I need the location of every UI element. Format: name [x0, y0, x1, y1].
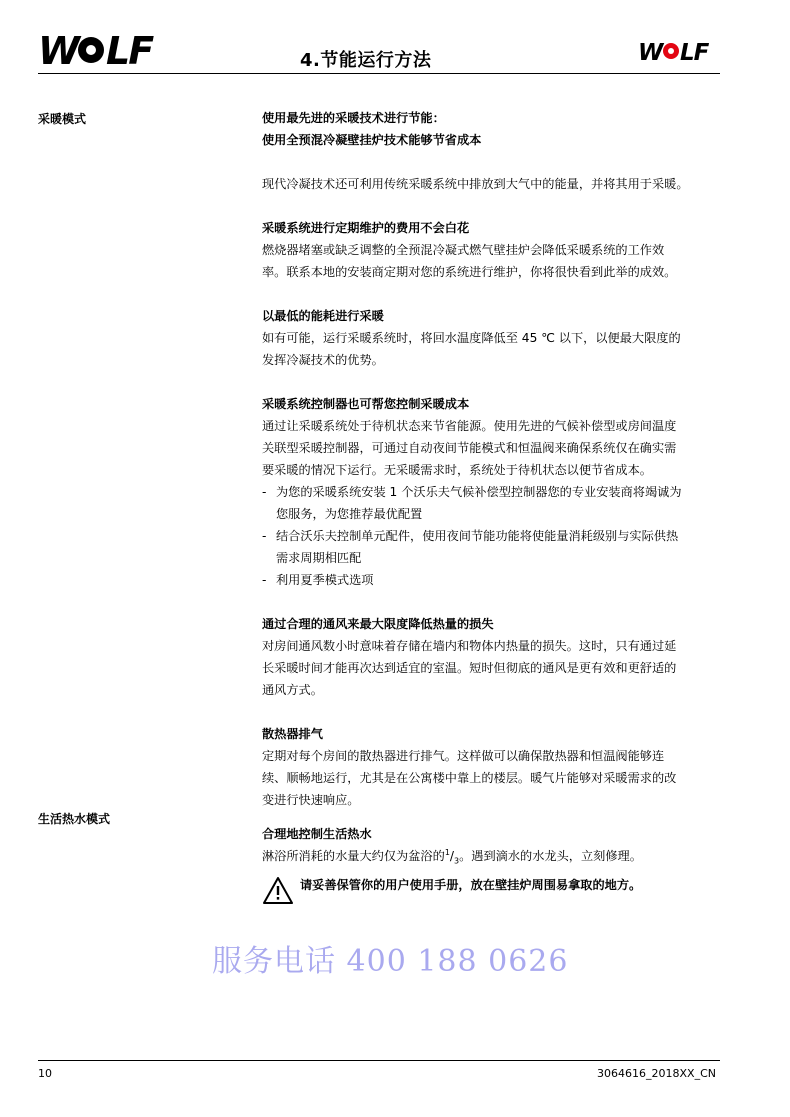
paragraph-line: 通过让采暖系统处于待机状态来节省能源。使用先进的气候补偿型或房间温度: [262, 419, 677, 433]
page-title: 4.节能运行方法: [300, 50, 432, 71]
bullet-dash: -: [262, 529, 267, 543]
bullet-dash: -: [262, 485, 267, 499]
svg-text:LF: LF: [680, 40, 709, 62]
paragraph-line: 如有可能，运行采暖系统时，将回水温度降低至 45 ℃ 以下，以便最大限度的: [262, 331, 681, 345]
footer-divider: [38, 1060, 720, 1061]
paragraph-line: 定期对每个房间的散热器进行排气。这样做可以确保散热器和恒温阀能够连: [262, 749, 665, 763]
list-item: [262, 525, 722, 569]
fraction-denominator: 3: [454, 856, 460, 866]
hot-water-mode-label: 生活热水模式: [38, 812, 111, 826]
list-item-line: 利用夏季模式选项: [276, 573, 374, 587]
svg-text:W: W: [38, 32, 78, 68]
list-item-line: 您服务，为您推荐最优配置: [276, 507, 423, 521]
paragraph-text: 淋浴所消耗的水量大约仅为盆浴的: [262, 849, 445, 863]
paragraph-line: 发挥冷凝技术的优势。: [262, 353, 384, 367]
list-item-line: 结合沃乐夫控制单元配件，使用夜间节能功能将使能量消耗级别与实际供热: [276, 529, 679, 543]
paragraph-line: 续、顺畅地运行，尤其是在公寓楼中靠上的楼层。暖气片能够对采暖需求的改: [262, 771, 677, 785]
section-heading: 以最低的能耗进行采暖: [262, 309, 384, 323]
paragraph-line: 关联型采暖控制器，可通过自动夜间节能模式和恒温阀来确保系统仅在确实需: [262, 441, 677, 455]
warning-text: 请妥善保管你的用户使用手册，放在壁挂炉周围易拿取的地方。: [300, 878, 642, 892]
paragraph-line: 要采暖的情况下运行。无采暖需求时，系统处于待机状态以便节省成本。: [262, 463, 652, 477]
main-content: [262, 107, 722, 867]
bullet-dash: -: [262, 573, 267, 587]
paragraph-line: 通风方式。: [262, 683, 323, 697]
wolf-logo: [38, 32, 170, 72]
section-heading: 使用全预混冷凝壁挂炉技术能够节省成本: [262, 133, 482, 147]
service-phone: 服务电话 400 188 0626: [212, 944, 569, 979]
paragraph-text: 。遇到滴水的水龙头，立刻修理。: [459, 849, 642, 863]
list-item: [262, 481, 722, 525]
paragraph: 淋浴所消耗的水量大约仅为盆浴的$^1/_3$。遇到滴水的水龙头，立刻修理。: [262, 847, 642, 866]
list-item-line: 需求周期相匹配: [276, 551, 362, 565]
page-number: 10: [38, 1067, 52, 1080]
paragraph: 现代冷凝技术还可利用传统采暖系统中排放到大气中的能量，并将其用于采暖。: [262, 177, 689, 191]
wolf-logo-small: [638, 40, 720, 66]
section-heading: 合理地控制生活热水: [262, 827, 372, 841]
svg-text:LF: LF: [106, 32, 153, 68]
paragraph-line: 对房间通风数小时意味着存储在墙内和物体内热量的损失。这时，只有通过延: [262, 639, 677, 653]
section-heading: 通过合理的通风来最大限度降低热量的损失: [262, 617, 494, 631]
warning-triangle-icon: [262, 876, 294, 906]
document-code: 3064616_2018XX_CN: [597, 1067, 716, 1080]
header-divider: [38, 73, 720, 74]
paragraph-line: 变进行快速响应。: [262, 793, 360, 807]
warning-note: [262, 876, 722, 906]
paragraph-line: 长采暖时间才能再次达到适宜的室温。短时但彻底的通风是更有效和更舒适的: [262, 661, 677, 675]
paragraph-line: 率。联系本地的安装商定期对您的系统进行维护，你将很快看到此举的成效。: [262, 265, 677, 279]
section-heading: 使用最先进的采暖技术进行节能：: [262, 111, 445, 125]
section-heading: 采暖系统进行定期维护的费用不会白花: [262, 221, 470, 235]
section-heading: 散热器排气: [262, 727, 323, 741]
svg-text:W: W: [638, 40, 663, 62]
fraction-numerator: 1: [444, 847, 450, 857]
list-item: [262, 569, 722, 591]
heating-mode-label: 采暖模式: [38, 112, 87, 126]
list-item-line: 为您的采暖系统安装 1 个沃乐夫气候补偿型控制器您的专业安装商将竭诚为: [276, 485, 682, 499]
paragraph-line: 燃烧器堵塞或缺乏调整的全预混冷凝式燃气壁挂炉会降低采暖系统的工作效: [262, 243, 665, 257]
section-heading: 采暖系统控制器也可帮您控制采暖成本: [262, 397, 470, 411]
